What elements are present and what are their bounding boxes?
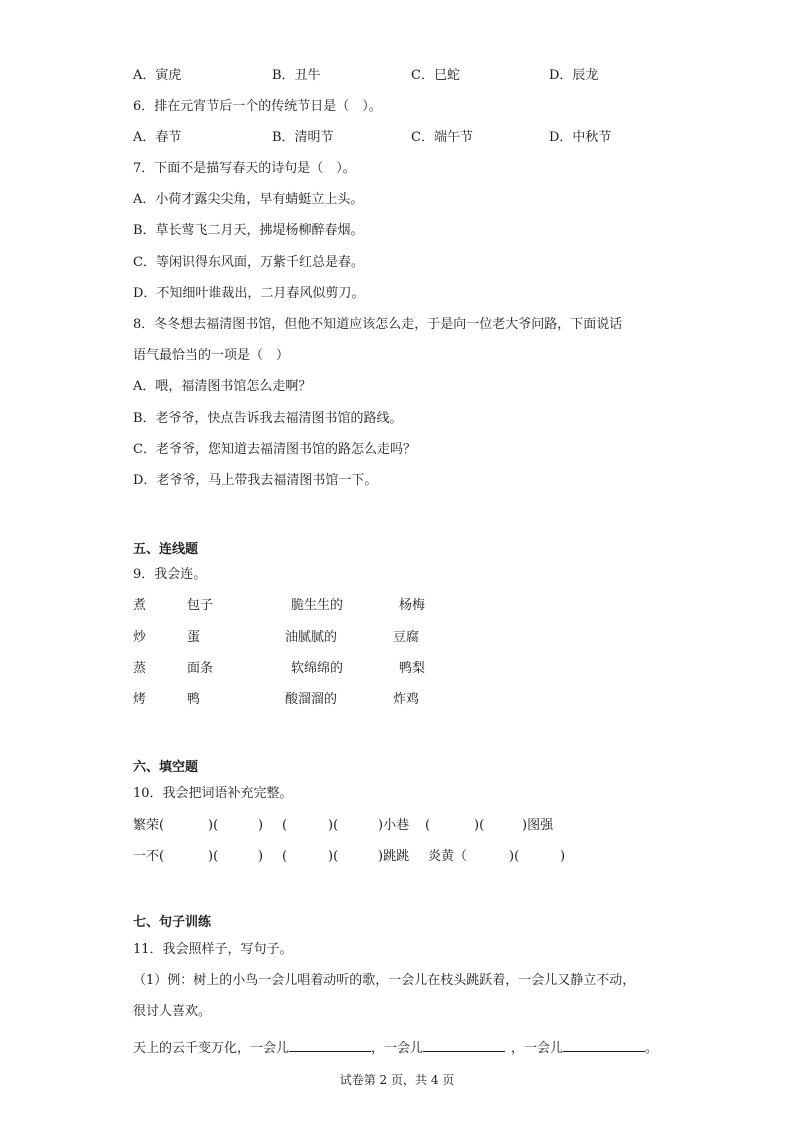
- fill-word-part: 一不(: [133, 849, 165, 864]
- q5-option-c: C．巳蛇: [411, 68, 460, 83]
- q11-example-line1: （1）例：树上的小鸟一会儿唱着动听的歌，一会儿在枝头跳跃着，一会儿又静立不动，: [133, 973, 636, 988]
- q8-option-b: B．老爷爷，快点告诉我去福清图书馆的路线。: [133, 411, 403, 426]
- q5-option-b: B．丑牛: [272, 68, 321, 83]
- fill-word-part: )图强: [522, 818, 554, 833]
- q8-option-c: C．老爷爷，您知道去福清图书馆的路怎么走吗？: [133, 442, 416, 457]
- match-food: 包子: [187, 598, 214, 613]
- match-item: 炸鸡: [393, 692, 420, 707]
- match-adjective: 油腻腻的: [285, 630, 338, 645]
- q8-option-a: A．喂，福清图书馆怎么走啊？: [133, 379, 312, 394]
- q7-option-d: D．不知细叶谁裁出，二月春风似剪刀。: [133, 286, 365, 301]
- q8-stem-line2: 语气最恰当的一项是（ ）: [133, 348, 290, 363]
- match-adjective: 脆生生的: [291, 598, 344, 613]
- fill-word-part: )(: [328, 818, 339, 833]
- match-adjective: 软绵绵的: [291, 661, 344, 676]
- q9-stem: 9．我会连。: [133, 567, 207, 582]
- fill-word-part: )(: [208, 818, 219, 833]
- fill-word-part: (: [282, 849, 288, 864]
- match-verb: 蒸: [133, 661, 147, 676]
- fill-word-part: )小巷: [378, 818, 410, 833]
- q8-option-d: D．老爷爷，马上带我去福清图书馆一下。: [133, 473, 378, 488]
- match-adjective: 酸溜溜的: [285, 692, 338, 707]
- match-item: 豆腐: [393, 630, 420, 645]
- fill-word-part: )(: [328, 849, 339, 864]
- match-verb: 炒: [133, 630, 147, 645]
- q6-option-a: A．春节: [133, 130, 182, 145]
- page-footer: 试卷第 2 页，共 4 页: [339, 1073, 455, 1087]
- match-item: 杨梅: [399, 598, 426, 613]
- q5-option-a: A．寅虎: [133, 68, 182, 83]
- fill-word-part: (: [282, 818, 288, 833]
- answer-blank[interactable]: [289, 1037, 371, 1052]
- section5-title: 五、连线题: [133, 542, 199, 557]
- q7-option-b: B．草长莺飞二月天，拂堤杨柳醉春烟。: [133, 223, 364, 238]
- q11-stem: 11．我会照样子，写句子。: [133, 942, 293, 957]
- q7-option-a: A．小荷才露尖尖角，早有蜻蜓立上头。: [133, 192, 364, 207]
- fill-sentence-part: ，一会儿: [371, 1041, 424, 1056]
- q10-stem: 10．我会把词语补充完整。: [133, 786, 293, 801]
- fill-word-part: 炎黄（: [428, 849, 468, 864]
- match-verb: 烤: [133, 692, 147, 707]
- q6-option-b: B．清明节: [272, 130, 334, 145]
- section7-title: 七、句子训练: [133, 915, 212, 930]
- answer-blank[interactable]: [563, 1037, 645, 1052]
- fill-word-part: ): [560, 849, 566, 864]
- fill-word-part: ): [258, 849, 264, 864]
- q7-option-c: C．等闲识得东风面，万紫千红总是春。: [133, 255, 364, 270]
- fill-word-part: (: [425, 818, 431, 833]
- q6-option-c: C．端午节: [411, 130, 473, 145]
- match-item: 鸭梨: [399, 661, 426, 676]
- match-food: 鸭: [187, 692, 201, 707]
- fill-word-part: )(: [208, 849, 219, 864]
- answer-blank[interactable]: [423, 1037, 505, 1052]
- q11-example-line2: 很讨人喜欢。: [133, 1004, 212, 1019]
- fill-sentence-part: ，一会儿: [511, 1041, 564, 1056]
- q6-option-d: D．中秋节: [549, 130, 612, 145]
- q5-option-d: D．辰龙: [549, 68, 599, 83]
- fill-word-part: )(: [474, 818, 485, 833]
- fill-sentence-part: 天上的云千变万化，一会儿: [133, 1041, 290, 1056]
- fill-word-part: )跳跳: [378, 849, 410, 864]
- q8-stem-line1: 8．冬冬想去福清图书馆，但他不知道应该怎么走，于是向一位老大爷问路，下面说话: [133, 317, 623, 332]
- fill-word-part: 繁荣(: [133, 818, 165, 833]
- q11-fill-sentence: [133, 1037, 658, 1058]
- fill-word-part: ): [258, 818, 264, 833]
- q6-stem: 6．排在元宵节后一个的传统节日是（ ）。: [133, 99, 382, 114]
- q7-stem: 7．下面不是描写春天的诗句是（ ）。: [133, 161, 356, 176]
- fill-sentence-end: 。: [645, 1041, 659, 1056]
- match-food: 面条: [187, 661, 214, 676]
- fill-word-part: )(: [509, 849, 520, 864]
- match-verb: 煮: [133, 598, 147, 613]
- match-food: 蛋: [187, 630, 201, 645]
- section6-title: 六、填空题: [133, 760, 199, 775]
